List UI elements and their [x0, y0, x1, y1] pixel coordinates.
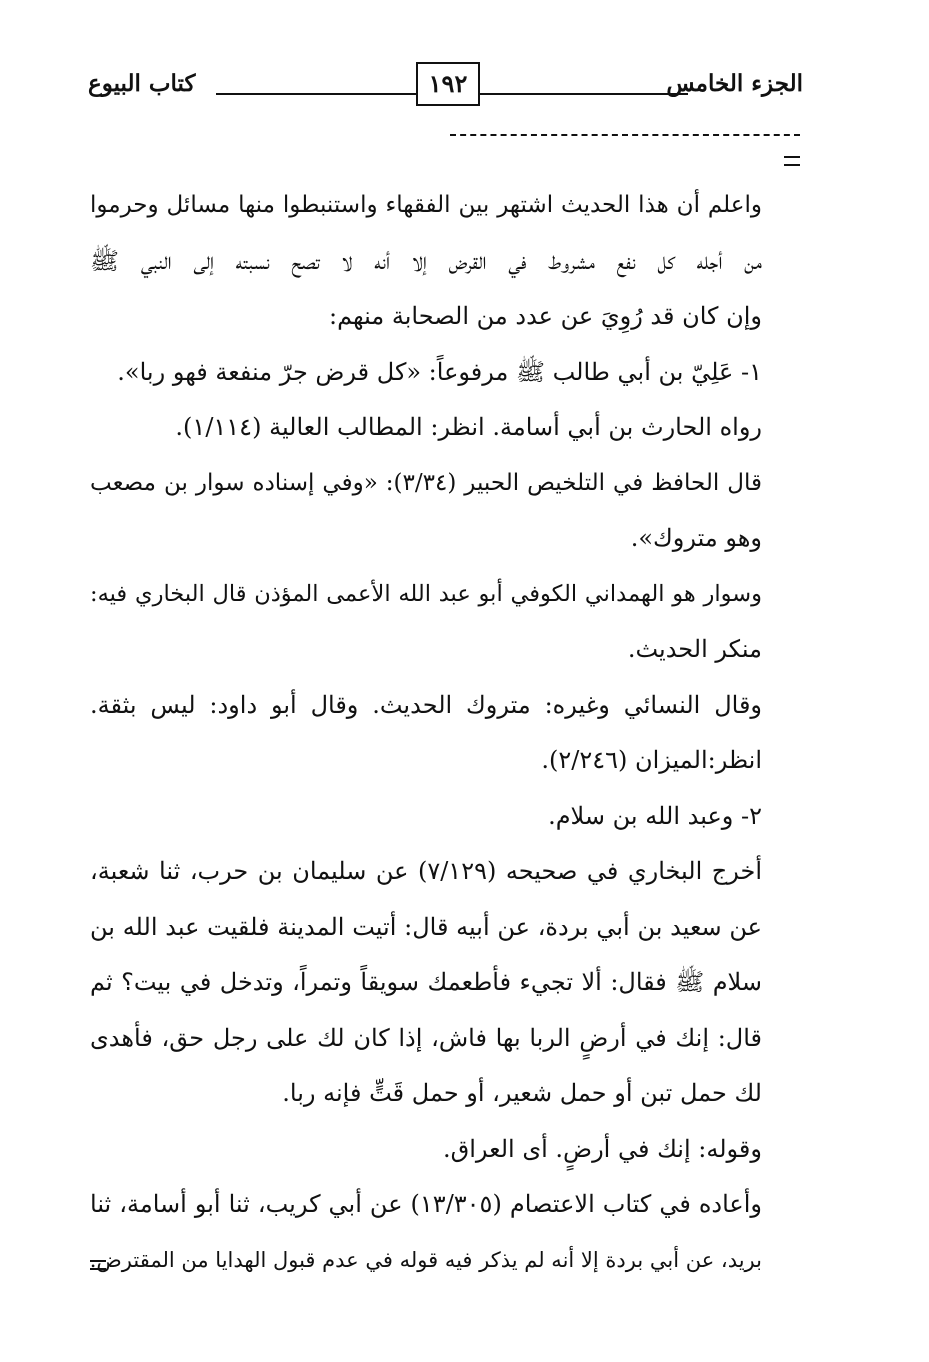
book-title: كتاب البيوع	[88, 70, 196, 97]
text-line: واعلم أن هذا الحديث اشتهر بين الفقهاء واستنبطوا منها مسائل وحرموا	[90, 192, 762, 218]
text-line: ٢- وعبد الله بن سلام.	[548, 801, 762, 830]
section-mark-top	[784, 156, 800, 166]
page-body	[90, 178, 762, 1288]
text-line: وهو متروك».	[630, 524, 762, 552]
text-line: وأعاده في كتاب الاعتصام (١٣/٣٠٥) عن أبي كريب، ثنا أبو أسامة، ثنا	[90, 1190, 763, 1218]
page-header	[88, 62, 803, 112]
text-line: من أجله كل نفع مشروط في القرض إلا أنه لا تصح نسبته إلى النبي ﷺ	[90, 246, 762, 275]
section-mark-bottom	[90, 1260, 106, 1270]
text-line: عن سعيد بن أبي بردة، عن أبيه قال: أتيت المدينة فلقيت عبد الله بن	[90, 912, 762, 941]
text-line: أخرج البخاري في صحيحه (٧/١٢٩) عن سليمان بن حرب، ثنا شعبة،	[90, 857, 763, 885]
text-line: وقوله: إنك في أرضٍ. أى العراق.	[443, 1134, 762, 1163]
part-title: الجزء الخامس	[666, 70, 803, 97]
text-line: لك حمل تبن أو حمل شعير، أو حمل قَتٍّ فإنه ربا.	[282, 1079, 762, 1107]
text-line: بريد، عن أبي بردة إلا أنه لم يذكر فيه قوله في عدم قبول الهدايا من المقترض.	[89, 1247, 762, 1272]
text-line: وإن كان قد رُوِيَ عن عدد من الصحابة منهم:	[329, 302, 762, 330]
header-rule-right	[480, 93, 688, 95]
text-line: وسوار هو الهمداني الكوفي أبو عبد الله الأعمى المؤذن قال البخاري فيه:	[90, 580, 762, 607]
header-rule-left	[216, 93, 416, 95]
text-line: قال: إنك في أرضٍ الربا بها فاش، إذا كان لك على رجل حق، فأهدى	[90, 1023, 763, 1052]
page-number: ١٩٢	[416, 62, 480, 106]
header-dashed-divider	[450, 134, 800, 136]
text-line: ١- عَلِيّ بن أبي طالب ﷺ مرفوعاً: «كل قرض جرّ منفعة فهو ربا».	[117, 357, 762, 386]
text-line: منكر الحديث.	[627, 635, 762, 663]
text-line: رواه الحارث بن أبي أسامة. انظر: المطالب العالية (١/١١٤).	[175, 413, 762, 441]
text-line: سلام ﷺ فقال: ألا تجيء فأطعمك سويقاً وتمراً، وتدخل في بيت؟ ثم	[90, 968, 762, 996]
text-line: وقال النسائي وغيره: متروك الحديث. وقال أبو داود: ليس بثقة.	[90, 690, 762, 719]
text-line: قال الحافظ في التلخيص الحبير (٣/٣٤): «وفي إسناده سوار بن مصعب	[90, 469, 762, 496]
text-line: انظر:الميزان (٢/٢٤٦).	[541, 746, 762, 774]
